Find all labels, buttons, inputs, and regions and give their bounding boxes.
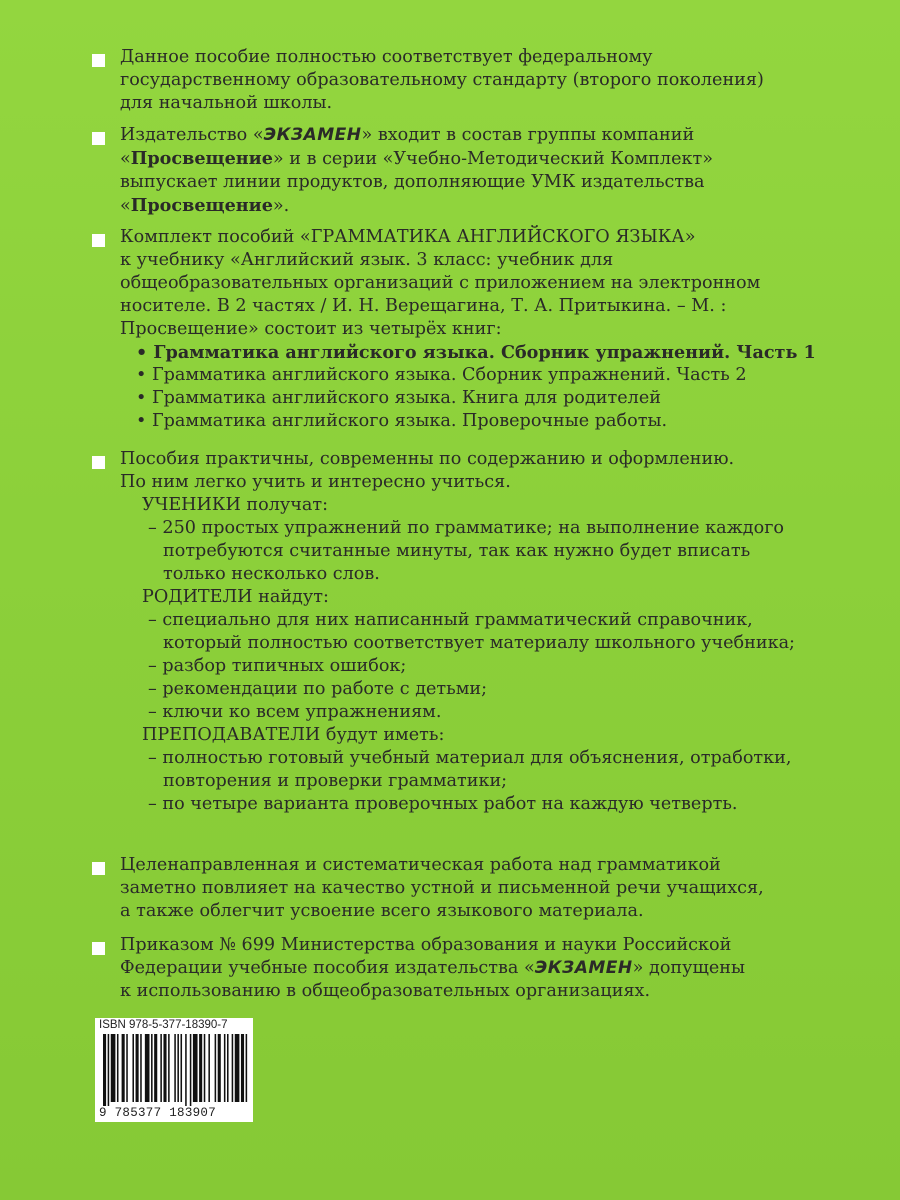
list-item-continuation: повторения и проверки грамматики; <box>163 771 508 791</box>
list-item: – разбор типичных ошибок; <box>148 656 407 676</box>
text-line: заметно повлияет на качество устной и письменной речи учащихся, <box>120 878 764 898</box>
text-fragment: » входит в состав группы компаний <box>361 125 695 145</box>
text-line: к учебнику «Английский язык. 3 класс: учебник для <box>120 250 614 270</box>
barcode-bar <box>215 1034 217 1102</box>
text-line <box>120 194 852 218</box>
square-bullet-icon <box>92 132 105 145</box>
students-list <box>148 517 852 586</box>
list-item-continuation: который полностью соответствует материалу школьного учебника; <box>163 633 795 653</box>
barcode-bar <box>103 1034 106 1106</box>
barcode-bar <box>204 1034 206 1102</box>
barcode-bar <box>218 1034 221 1102</box>
barcode-bar <box>154 1034 157 1102</box>
square-bullet-icon <box>92 54 105 67</box>
barcode-bar <box>227 1034 229 1102</box>
square-bullet-icon <box>92 942 105 955</box>
text-line: к использованию в общеобразовательных организациях. <box>120 981 651 1001</box>
text-line: Комплект пособий «ГРАММАТИКА АНГЛИЙСКОГО ЯЗЫКА» <box>120 227 696 247</box>
list-item: • Грамматика английского языка. Сборник упражнений. Часть 1 <box>136 342 816 363</box>
list-item: – по четыре варианта проверочных работ на каждую четверть. <box>148 794 738 814</box>
list-item: – ключи ко всем упражнениям. <box>148 702 442 722</box>
teachers-heading: ПРЕПОДАВАТЕЛИ будут иметь: <box>142 725 445 745</box>
paragraph-systematic-work <box>92 854 852 923</box>
isbn-barcode <box>95 1018 253 1122</box>
text-fragment: Федерации учебные пособия издательства « <box>120 958 535 978</box>
barcode-bar <box>246 1034 248 1102</box>
paragraph-benefits <box>92 448 852 816</box>
barcode-digits: 9 785377 183907 <box>99 1106 217 1120</box>
text-fragment: » и в серии «Учебно-Методический Комплект» <box>272 149 713 169</box>
brand-name: ЭКЗАМЕН <box>534 958 633 978</box>
list-item-continuation: потребуются считанные минуты, так как нужно будет вписать <box>163 541 751 561</box>
text-line: Данное пособие полностью соответствует федеральному <box>120 47 653 67</box>
text-line: Целенаправленная и систематическая работа над грамматикой <box>120 855 721 875</box>
barcode-bar <box>235 1034 240 1102</box>
text-line: По ним легко учить и интересно учиться. <box>120 472 511 492</box>
barcode-bar <box>111 1034 116 1102</box>
list-item: • Грамматика английского языка. Сборник упражнений. Часть 2 <box>136 365 747 385</box>
barcode-bar <box>177 1034 179 1102</box>
paragraph-book-set <box>92 226 852 433</box>
text-line: носителе. В 2 частях / И. Н. Верещагина, Т. А. Притыкина. – М. : <box>120 296 727 316</box>
barcode-bar <box>132 1034 134 1102</box>
barcode-bar <box>108 1034 110 1106</box>
barcode-bar <box>193 1034 198 1102</box>
paragraph-publisher <box>92 124 852 218</box>
text-fragment: » допущены <box>632 958 745 978</box>
brand-name: Просвещение <box>130 148 273 169</box>
barcode-bar <box>160 1034 162 1102</box>
barcode-bar <box>174 1034 176 1102</box>
students-heading: УЧЕНИКИ получат: <box>142 495 329 515</box>
text-line: Пособия практичны, современны по содержанию и оформлению. <box>120 449 735 469</box>
brand-name: ЭКЗАМЕН <box>263 125 362 145</box>
text-line: Просвещение» состоит из четырёх книг: <box>120 319 502 339</box>
text-line <box>120 147 852 171</box>
text-fragment: « <box>120 149 131 169</box>
barcode-bar <box>181 1034 183 1102</box>
barcode-bar <box>163 1034 166 1102</box>
barcode-bar <box>208 1034 210 1102</box>
teachers-list <box>148 747 852 816</box>
isbn-label: ISBN 978-5-377-18390-7 <box>99 1019 228 1031</box>
text-line: общеобразовательных организаций с приложением на электронном <box>120 273 761 293</box>
square-bullet-icon <box>92 862 105 875</box>
book-list <box>136 341 852 433</box>
barcode-bar <box>241 1034 244 1102</box>
barcode-bar <box>199 1034 202 1102</box>
text-fragment: Издательство « <box>120 125 264 145</box>
parents-heading: РОДИТЕЛИ найдут: <box>142 587 329 607</box>
text-fragment: « <box>120 196 131 216</box>
barcode-bar <box>126 1034 128 1102</box>
barcode-bar <box>122 1034 125 1102</box>
text-line <box>120 957 852 980</box>
barcode-bar <box>185 1034 187 1106</box>
brand-name: Просвещение <box>130 195 273 216</box>
list-item: – рекомендации по работе с детьми; <box>148 679 488 699</box>
barcode-bar <box>168 1034 170 1102</box>
list-item: – 250 простых упражнений по грамматике; на выполнение каждого <box>148 518 785 538</box>
barcode-bar <box>136 1034 139 1102</box>
list-item: – специально для них написанный грамматический справочник, <box>148 610 753 630</box>
square-bullet-icon <box>92 234 105 247</box>
barcode-bar <box>140 1034 142 1102</box>
list-item-continuation: только несколько слов. <box>163 564 380 584</box>
barcode-bar <box>117 1034 119 1102</box>
text-line: а также облегчит усвоение всего языкового материала. <box>120 901 644 921</box>
square-bullet-icon <box>92 456 105 469</box>
text-line <box>120 124 852 147</box>
paragraph-standard <box>92 46 852 115</box>
parents-list <box>148 609 852 724</box>
text-fragment: ». <box>272 196 290 216</box>
barcode-bar <box>190 1034 192 1106</box>
text-line: государственному образовательному стандарту (второго поколения) <box>120 70 764 90</box>
barcode-bar <box>232 1034 234 1102</box>
barcode-bar <box>224 1034 226 1102</box>
text-line: для начальной школы. <box>120 93 333 113</box>
barcode-bar <box>145 1034 150 1102</box>
list-item: • Грамматика английского языка. Проверочные работы. <box>136 411 668 431</box>
list-item: • Грамматика английского языка. Книга для родителей <box>136 388 661 408</box>
text-line: выпускает линии продуктов, дополняющие УМК издательства <box>120 172 705 192</box>
list-item: – полностью готовый учебный материал для объяснения, отработки, <box>148 748 792 768</box>
barcode-bars <box>99 1034 249 1108</box>
paragraph-ministry-order <box>92 934 852 1003</box>
text-line: Приказом № 699 Министерства образования и науки Российской <box>120 935 732 955</box>
barcode-bar <box>151 1034 153 1102</box>
